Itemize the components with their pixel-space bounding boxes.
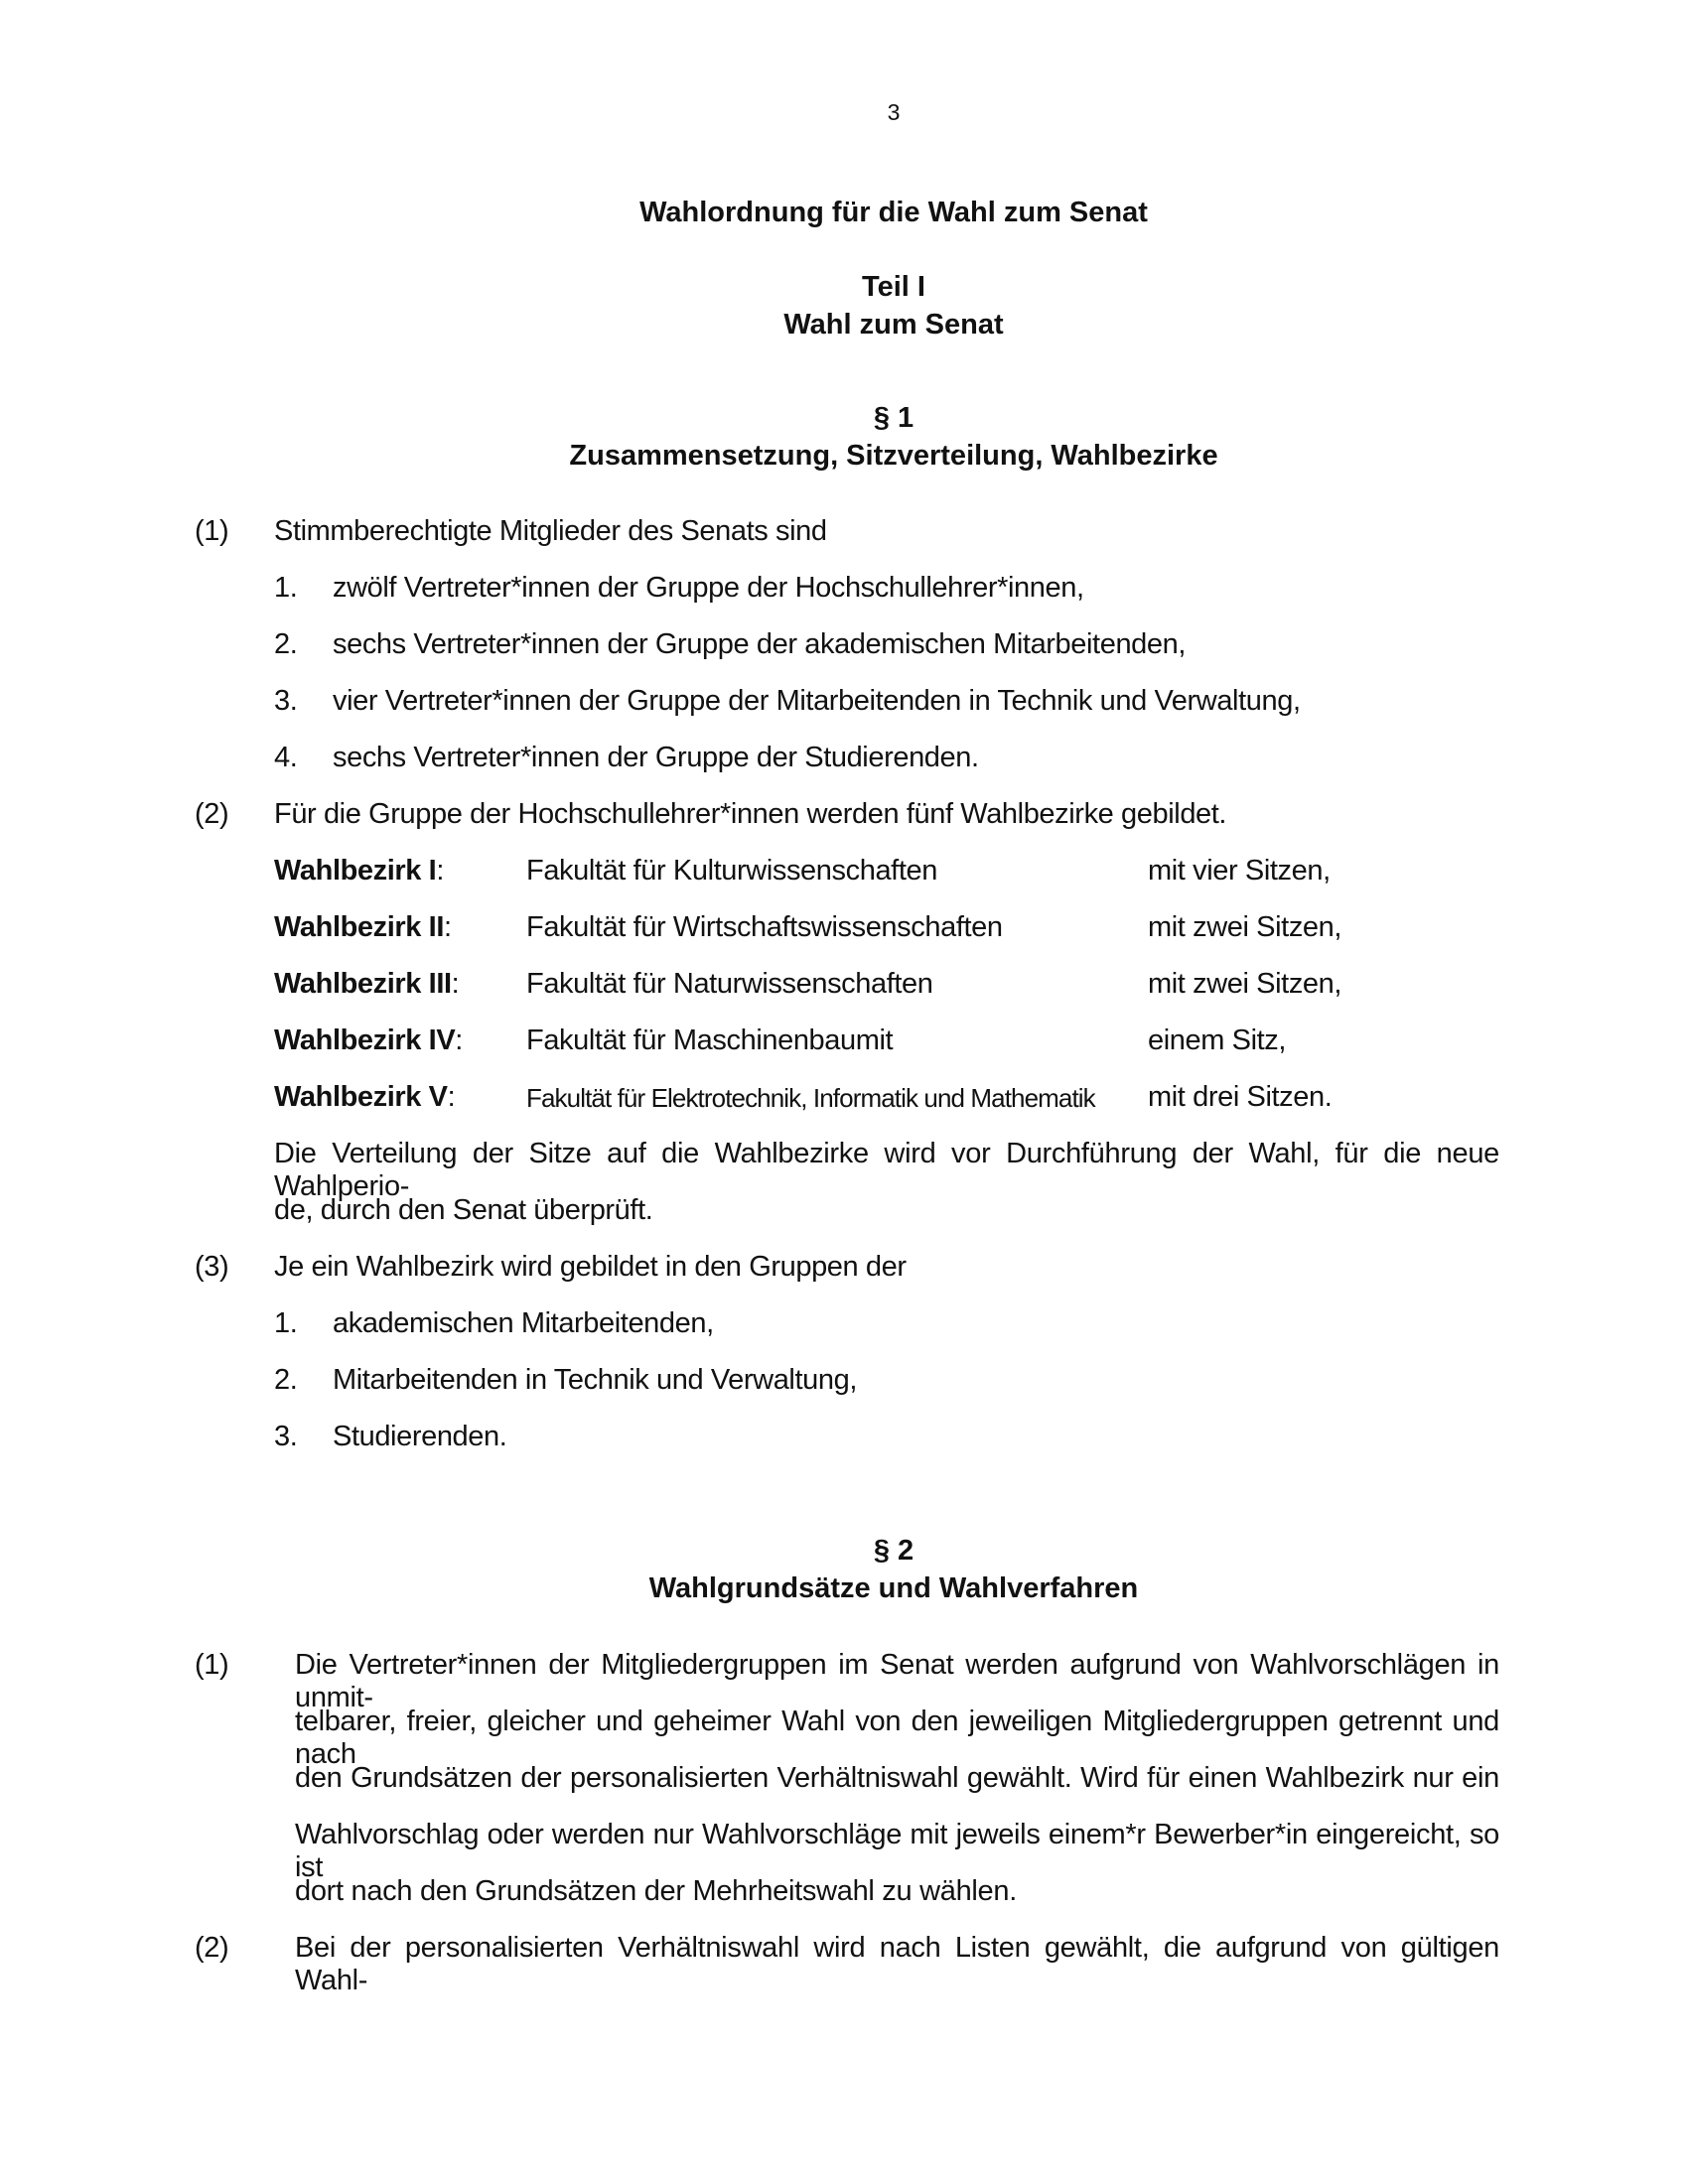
paragraph-text: Für die Gruppe der Hochschullehrer*innen werden fünf Wahlbezirke gebildet.: [274, 798, 1227, 830]
paragraph-note-line: de, durch den Senat überprüft.: [274, 1194, 653, 1226]
list-item-number: 2.: [274, 628, 298, 660]
district-label: Wahlbezirk V: [274, 1081, 448, 1113]
section-2-title: Wahlgrundsätze und Wahlverfahren: [648, 1572, 1139, 1604]
document-title: Wahlordnung für die Wahl zum Senat: [639, 197, 1148, 228]
section-1-symbol: § 1: [873, 402, 914, 434]
district-faculty: Fakultät für Naturwissenschaften: [526, 968, 933, 1000]
district-label: Wahlbezirk I: [274, 855, 437, 887]
list-item-number: 2.: [274, 1364, 298, 1396]
list-item-text: vier Vertreter*innen der Gruppe der Mitarbeitenden in Technik und Verwaltung,: [333, 685, 1301, 717]
page-number: 3: [887, 99, 901, 125]
district-row: [274, 1024, 463, 1057]
paragraph-line: Wahlvorschlag oder werden nur Wahlvorschläge mit jeweils einem*r Bewerber*in eingereicht, so ist: [295, 1819, 1499, 1883]
paragraph-number: (3): [195, 1251, 229, 1283]
paragraph-text: Je ein Wahlbezirk wird gebildet in den Gruppen der: [274, 1251, 907, 1283]
list-item-text: Studierenden.: [333, 1421, 507, 1452]
list-item-text: zwölf Vertreter*innen der Gruppe der Hochschullehrer*innen,: [333, 572, 1084, 604]
district-row: [274, 855, 444, 887]
list-item-text: sechs Vertreter*innen der Gruppe der Studierenden.: [333, 742, 979, 773]
list-item-number: 1.: [274, 1307, 298, 1339]
district-seats: mit zwei Sitzen,: [1148, 968, 1342, 1000]
part-title: Wahl zum Senat: [783, 309, 1004, 341]
district-seats: mit zwei Sitzen,: [1148, 911, 1342, 943]
district-colon: :: [451, 968, 460, 1000]
district-colon: :: [455, 1024, 463, 1056]
paragraph-number: (1): [195, 515, 229, 547]
list-item-text: akademischen Mitarbeitenden,: [333, 1307, 714, 1339]
paragraph-number: (2): [195, 1932, 229, 1964]
district-seats: einem Sitz,: [1148, 1024, 1287, 1056]
paragraph-line: dort nach den Grundsätzen der Mehrheitswahl zu wählen.: [295, 1875, 1017, 1907]
list-item-text: Mitarbeitenden in Technik und Verwaltung,: [333, 1364, 857, 1396]
district-label: Wahlbezirk III: [274, 968, 452, 1000]
list-item-number: 1.: [274, 572, 298, 604]
paragraph-number: (2): [195, 798, 229, 830]
district-row: [274, 968, 459, 1001]
list-item-number: 3.: [274, 1421, 298, 1452]
district-faculty: Fakultät für Wirtschaftswissenschaften: [526, 911, 1003, 943]
district-label: Wahlbezirk II: [274, 911, 444, 943]
district-faculty: Fakultät für Kulturwissenschaften: [526, 855, 937, 887]
paragraph-line: Bei der personalisierten Verhältniswahl wird nach Listen gewählt, die aufgrund von gültigen Wahl-: [295, 1932, 1499, 1996]
part-label: Teil I: [862, 271, 925, 303]
paragraph-number: (1): [195, 1649, 229, 1681]
paragraph-line: den Grundsätzen der personalisierten Verhältniswahl gewählt. Wird für einen Wahlbezirk nur ein: [295, 1762, 1499, 1794]
paragraph-line: Die Vertreter*innen der Mitgliedergruppen im Senat werden aufgrund von Wahlvorschlägen in unmit-: [295, 1649, 1499, 1713]
district-faculty: Fakultät für Maschinenbaumit: [526, 1024, 894, 1056]
district-faculty: Fakultät für Elektrotechnik, Informatik und Mathematik: [526, 1083, 1095, 1113]
section-2-symbol: § 2: [873, 1535, 914, 1567]
district-row: [274, 1081, 455, 1114]
district-colon: :: [443, 911, 452, 943]
paragraph-text: Stimmberechtigte Mitglieder des Senats sind: [274, 515, 827, 547]
district-seats: mit vier Sitzen,: [1148, 855, 1331, 887]
list-item-number: 4.: [274, 742, 298, 773]
district-colon: :: [447, 1081, 456, 1113]
paragraph-line: telbarer, freier, gleicher und geheimer Wahl von den jeweiligen Mitgliedergruppen getrennt und nach: [295, 1706, 1499, 1770]
district-label: Wahlbezirk IV: [274, 1024, 456, 1056]
district-colon: :: [436, 855, 444, 887]
section-1-title: Zusammensetzung, Sitzverteilung, Wahlbezirke: [569, 440, 1218, 472]
district-row: [274, 911, 452, 944]
paragraph-note-line: Die Verteilung der Sitze auf die Wahlbezirke wird vor Durchführung der Wahl, für die neue Wahlperio-: [274, 1138, 1499, 1202]
list-item-number: 3.: [274, 685, 298, 717]
district-seats: mit drei Sitzen.: [1148, 1081, 1333, 1113]
list-item-text: sechs Vertreter*innen der Gruppe der akademischen Mitarbeitenden,: [333, 628, 1187, 660]
